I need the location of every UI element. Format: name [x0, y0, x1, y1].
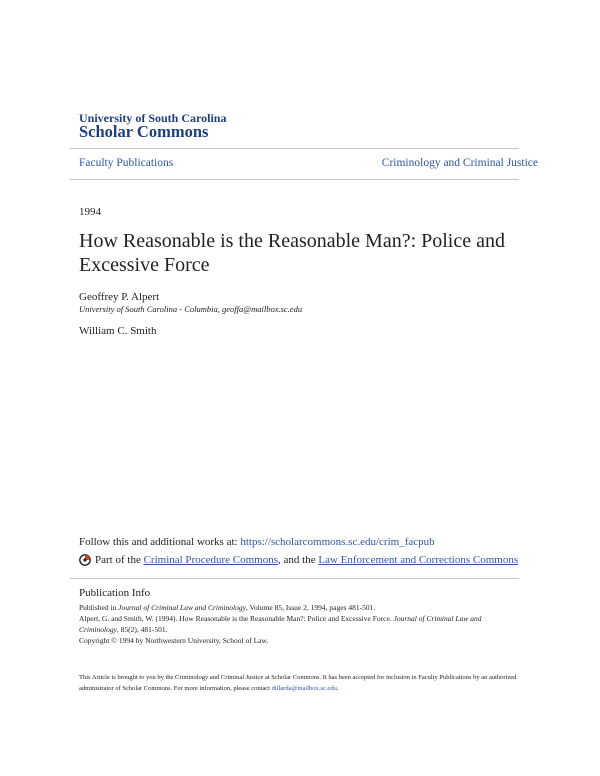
citation-line: Alpert, G. and Smith, W. (1994). How Reasonable is the Reasonable Man?: Police and Excessive Force. Journal of Criminal Law and Criminology, 85(2), 481-501. — [79, 614, 482, 634]
publication-info — [79, 602, 519, 646]
copyright-line: Copyright © 1994 by Northwestern University, School of Law. — [79, 636, 269, 645]
part-of-line — [79, 554, 518, 566]
affiliation-text: University of South Carolina - Columbia — [79, 304, 218, 314]
repository-name[interactable]: Scholar Commons — [79, 122, 209, 141]
and-text: , and the — [278, 554, 316, 566]
footer-end: . — [336, 685, 339, 692]
collection-url-link[interactable]: https://scholarcommons.sc.edu/crim_facpub — [240, 536, 435, 548]
contact-email-link[interactable]: dillarda@mailbox.sc.edu — [271, 685, 337, 692]
publication-year: 1994 — [79, 206, 101, 218]
paper-title: How Reasonable is the Reasonable Man?: Police and Excessive Force — [79, 230, 505, 276]
affiliation-separator: , — [217, 304, 223, 314]
follow-line — [79, 536, 435, 548]
publication-info-heading: Publication Info — [79, 587, 151, 599]
faculty-publications-link[interactable]: Faculty Publications — [79, 157, 174, 169]
criminal-procedure-commons-link[interactable]: Criminal Procedure Commons — [143, 554, 279, 566]
author-name: Geoffrey P. Alpert — [79, 291, 160, 303]
law-enforcement-commons-link[interactable]: Law Enforcement and Corrections Commons — [318, 554, 519, 566]
footer-notice — [79, 672, 524, 694]
author-affiliation — [79, 304, 302, 314]
author-name: William C. Smith — [79, 325, 157, 337]
part-of-text: Part of the — [95, 554, 141, 566]
header-divider-bottom — [70, 179, 519, 180]
publication-divider — [70, 578, 519, 579]
author-email[interactable]: geoffa@mailbox.sc.edu — [222, 304, 303, 314]
header-divider-top — [70, 148, 519, 149]
commons-network-icon — [79, 554, 91, 566]
published-in-line: Published in Journal of Criminal Law and Criminology, Volume 85, Issue 2, 1994, pages 481-501. — [79, 603, 376, 612]
institution-name: University of South Carolina — [79, 111, 227, 125]
follow-text: Follow this and additional works at: — [79, 536, 238, 548]
footer-text: This Article is brought to you by the Criminology and Criminal Justice at Scholar Commons. It has been accepted for inclusion in Faculty Publications by an authorized administrator of Scholar Commons. For more information, please contact — [79, 674, 517, 692]
department-link[interactable]: Criminology and Criminal Justice — [381, 157, 538, 169]
